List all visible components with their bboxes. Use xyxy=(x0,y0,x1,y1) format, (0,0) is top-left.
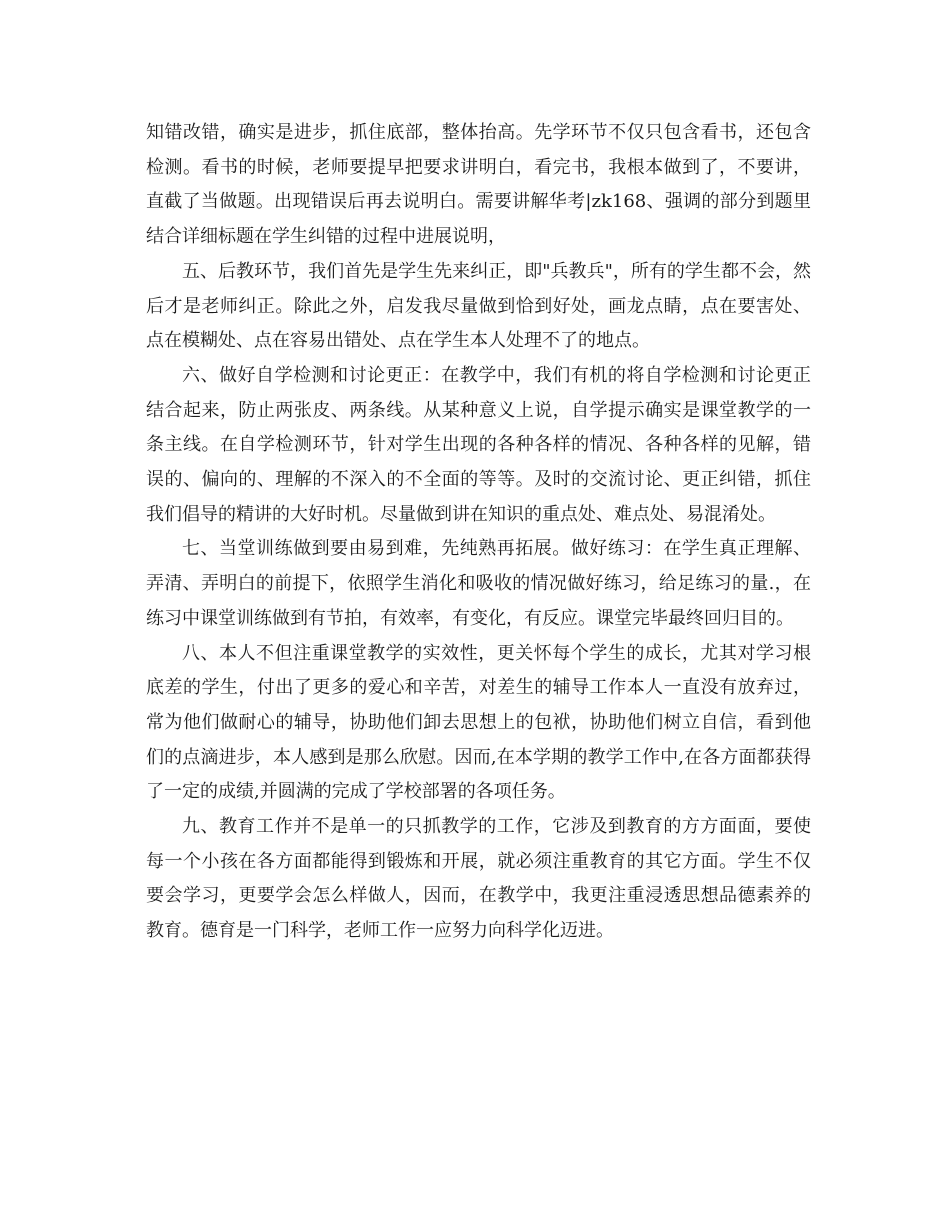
paragraph-section-5: 五、后教环节，我们首先是学生先来纠正，即"兵教兵"，所有的学生都不会，然后才是老师纠正。除此之外，启发我尽量做到恰到好处，画龙点睛，点在要害处、点在模糊处、点在容易出错处、点在学生本人处理不了的地点。 xyxy=(146,260,811,352)
paragraph-section-8: 八、本人不但注重课堂教学的实效性，更关怀每个学生的成长，尤其对学习根底差的学生，付出了更多的爱心和辛苦，对差生的辅导工作本人一直没有放弃过，常为他们做耐心的辅导，协助他们卸去思想上的包袱，协助他们树立自信，看到他们的点滴进步，本人感到是那么欣慰。因而,在本学期的教学工作中,在各方面都获得了一定的成绩,并圆满的完成了学校部署的各项任务。 xyxy=(146,642,811,803)
paragraph-section-9: 九、教育工作并不是单一的只抓教学的工作，它涉及到教育的方方面面，要使每一个小孩在各方面都能得到锻炼和开展，就必须注重教育的其它方面。学生不仅要会学习，更要学会怎么样做人，因而，在教学中，我更注重浸透思想品德素养的教育。德育是一门科学，老师工作一应努力向科学化迈进。 xyxy=(146,816,811,942)
document-page xyxy=(146,116,811,949)
paragraph-section-7: 七、当堂训练做到要由易到难，先纯熟再拓展。做好练习：在学生真正理解、弄清、弄明白的前提下，依照学生消化和吸收的情况做好练习，给足练习的量.，在练习中课堂训练做到有节拍，有效率，有变化，有反应。课堂完毕最终回归目的。 xyxy=(146,538,811,629)
paragraph-continuation: 知错改错，确实是进步，抓住底部，整体抬高。先学环节不仅只包含看书，还包含检测。看书的时候，老师要提早把要求讲明白，看完书，我根本做到了，不要讲，直截了当做题。出现错误后再去说明白。需要讲解华考|zk168、强调的部分到题里结合详细标题在学生纠错的过程中进展说明， xyxy=(146,122,811,248)
paragraph-section-6: 六、做好自学检测和讨论更正：在教学中，我们有机的将自学检测和讨论更正结合起来，防止两张皮、两条线。从某种意义上说，自学提示确实是课堂教学的一条主线。在自学检测环节，针对学生出现的各种各样的情况、各种各样的见解，错误的、偏向的、理解的不深入的不全面的等等。及时的交流讨论、更正纠错，抓住我们倡导的精讲的大好时机。尽量做到讲在知识的重点处、难点处、易混淆处。 xyxy=(146,364,811,525)
